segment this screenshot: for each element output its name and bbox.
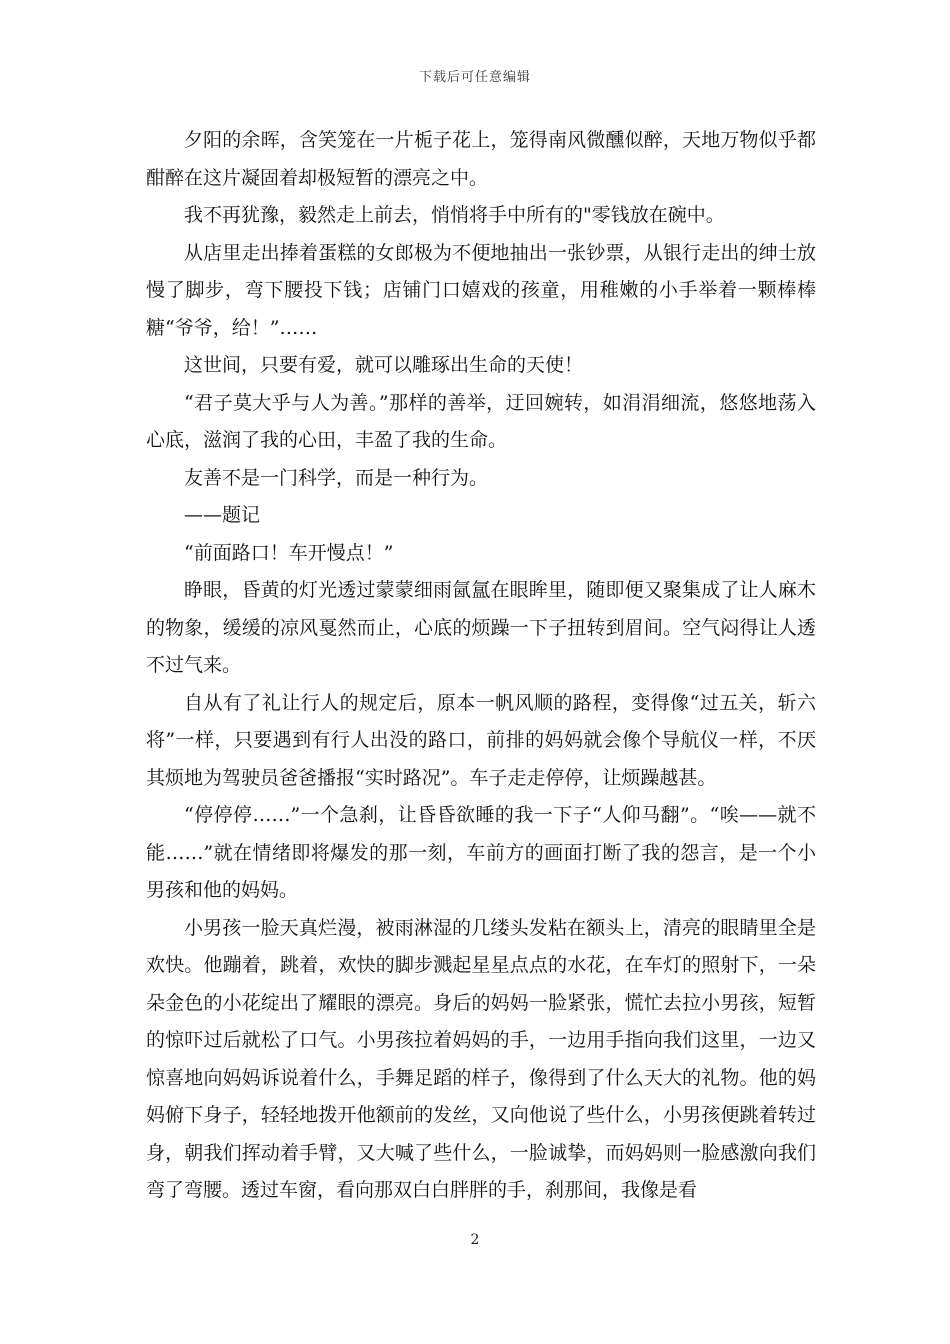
paragraph: “君子莫大乎与人为善。”那样的善举，迂回婉转，如涓涓细流，悠悠地荡入心底，滋润了我的心田，丰盈了我的生命。 [146, 391, 816, 451]
paragraph: “停停停……”一个急刹，让昏昏欲睡的我一下子“人仰马翻”。“唉——就不能……”就在情绪即将爆发的那一刻，车前方的画面打断了我的怨言，是一个小男孩和他的妈妈。 [146, 804, 816, 901]
paragraph: 从店里走出捧着蛋糕的女郎极为不便地抽出一张钞票，从银行走出的绅士放慢了脚步，弯下腰投下钱；店铺门口嬉戏的孩童，用稚嫩的小手举着一颗棒棒糖“爷爷，给！”…… [146, 241, 816, 339]
paragraph: 睁眼，昏黄的灯光透过蒙蒙细雨氤氲在眼眸里，随即便又聚集成了让人麻木的物象，缓缓的凉风戛然而止，心底的烦躁一下子扭转到眉间。空气闷得让人透不过气来。 [146, 579, 816, 676]
page-number: 2 [470, 1232, 480, 1248]
paragraph: “前面路口！车开慢点！” [184, 541, 394, 564]
paragraph: 友善不是一门科学，而是一种行为。 [184, 466, 489, 489]
paragraph: 我不再犹豫，毅然走上前去，悄悄将手中所有的"零钱放在碗中。 [184, 204, 725, 226]
epigraph-attribution: ——题记 [184, 504, 261, 526]
paragraph: 自从有了礼让行人的规定后，原本一帆风顺的路程，变得像“过五关，斩六将”一样，只要遇到有行人出没的路口，前排的妈妈就会像个导航仪一样，不厌其烦地为驾驶员爸爸播报“实时路况”。车子走走停停，让烦躁越甚。 [146, 691, 816, 789]
body-text [146, 122, 816, 1210]
page-header: 下载后可任意编辑 [418, 70, 531, 85]
paragraph: 夕阳的余晖，含笑笼在一片栀子花上，笼得南风微醺似醉，天地万物似乎都酣醉在这片凝固着却极短暂的漂亮之中。 [146, 129, 816, 189]
paragraph: 小男孩一脸天真烂漫，被雨淋湿的几缕头发粘在额头上，清亮的眼睛里全是欢快。他蹦着，跳着，欢快的脚步溅起星星点点的水花，在车灯的照射下，一朵朵金色的小花绽出了耀眼的漂亮。身后的妈妈一脸紧张，慌忙去拉小男孩，短暂的惊吓过后就松了口气。小男孩拉着妈妈的手，一边用手指向我们这里，一边又惊喜地向妈妈诉说着什么，手舞足蹈的样子，像得到了什么天大的礼物。他的妈妈俯下身子，轻轻地拨开他额前的发丝，又向他说了些什么，小男孩便跳着转过身，朝我们挥动着手臂，又大喊了些什么，一脸诚挚，而妈妈则一脸感激向我们弯了弯腰。透过车窗，看向那双白白胖胖的手，刹那间，我像是看 [146, 916, 816, 1201]
paragraph: 这世间，只要有爱，就可以雕琢出生命的天使！ [184, 354, 584, 376]
